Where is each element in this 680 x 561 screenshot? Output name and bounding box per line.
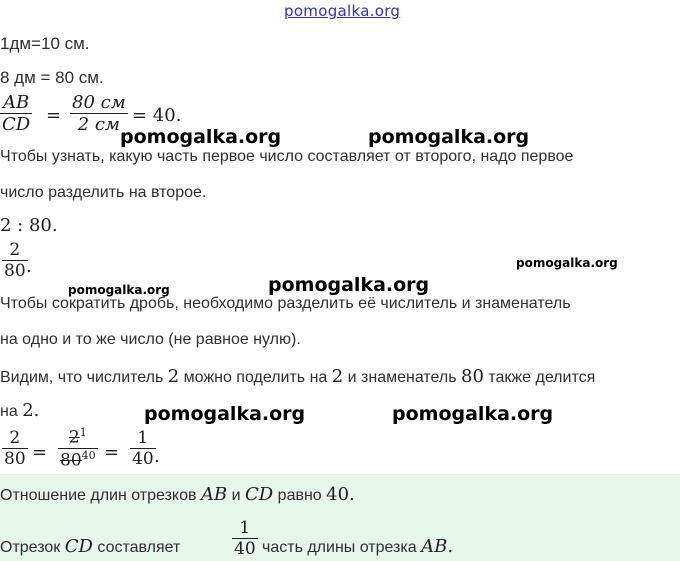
watermark: pomogalka.org [144,403,306,425]
paragraph-text [0,366,595,387]
equals-sign: = [46,105,62,126]
fraction-numerator: 1 [239,518,251,538]
fraction-numerator [58,426,98,448]
text-segment: составляет [92,539,181,556]
fraction-result: = 40. [132,105,182,126]
fraction-80-2 [70,92,128,135]
number: 2. [22,400,40,421]
text-segment: Отношение длин отрезков [0,487,201,504]
answer-line-2-start [0,536,180,557]
answer-line-2-end [262,536,453,557]
paragraph-text: на одно и то же число (не равное нулю). [0,331,301,348]
equals-sign: = [32,442,48,463]
number: 80 [461,366,484,387]
fraction-denominator [58,448,98,471]
fraction-denominator: 80 [4,449,26,469]
paragraph-text [0,400,39,421]
fraction-numerator: 80 см [72,92,126,113]
segment-ab: AB [200,484,228,505]
fraction-1-40 [130,428,156,469]
fraction-denominator: CD [2,114,31,135]
fraction-denominator: 2 см [70,113,128,135]
watermark: pomogalka.org [268,274,430,296]
reduced-superscript: 40 [81,448,96,462]
fraction-ab-cd [0,92,32,135]
struck-number: 2 [68,427,80,448]
number: 2 [331,366,344,387]
watermark: pomogalka.org [516,256,618,270]
segment-ab: AB. [421,536,454,557]
fraction-2-80 [2,240,28,281]
paragraph-text: число разделить на второе. [0,184,207,201]
line-8dm: 8 дм = 80 см. [0,68,104,87]
text-segment: также делится [483,369,596,386]
fraction-1-40 [232,518,258,559]
fraction-denominator: 40 [234,539,256,559]
fraction-2-80 [2,428,28,469]
line-1dm: 1дм=10 см. [0,34,90,53]
fraction-reduced [58,426,98,470]
watermark: pomogalka.org [68,283,170,297]
fraction-denominator: 40 [132,449,154,469]
reduced-superscript: 1 [79,426,87,439]
fraction-denominator: 80 [4,261,26,281]
text-segment: Видим, что числитель [0,369,168,386]
fraction-numerator: 2 [9,428,21,448]
segment-cd: CD [64,536,93,557]
division-expression: 2 : 80. [0,215,58,236]
text-segment: равно [273,487,327,504]
period: . [154,446,160,467]
watermark: pomogalka.org [120,126,282,148]
answer-box [0,474,680,561]
text-segment: и [227,487,245,504]
struck-number: 80 [60,450,82,471]
watermark-top-link[interactable]: pomogalka.org [284,2,401,20]
fraction-numerator: AB [2,92,30,113]
paragraph-text: Чтобы узнать, какую часть первое число составляет от второго, надо первое [0,148,574,165]
segment-cd: CD [245,484,274,505]
text-segment: на [0,403,23,420]
text-segment: Отрезок [0,539,65,556]
watermark: pomogalka.org [392,403,554,425]
text-segment: можно поделить на [179,369,332,386]
answer-line-1 [0,484,355,505]
watermark: pomogalka.org [368,126,530,148]
text-segment: часть длины отрезка [262,539,422,556]
fraction-numerator: 1 [137,428,149,448]
text-segment: и знаменатель [343,369,462,386]
period: . [26,256,32,277]
number: 2 [167,366,180,387]
equals-sign: = [104,442,120,463]
ratio-value: 40. [326,484,355,505]
paragraph-text: Чтобы сократить дробь, необходимо разделить её числитель и знаменатель [0,295,571,312]
fraction-numerator: 2 [9,240,21,260]
